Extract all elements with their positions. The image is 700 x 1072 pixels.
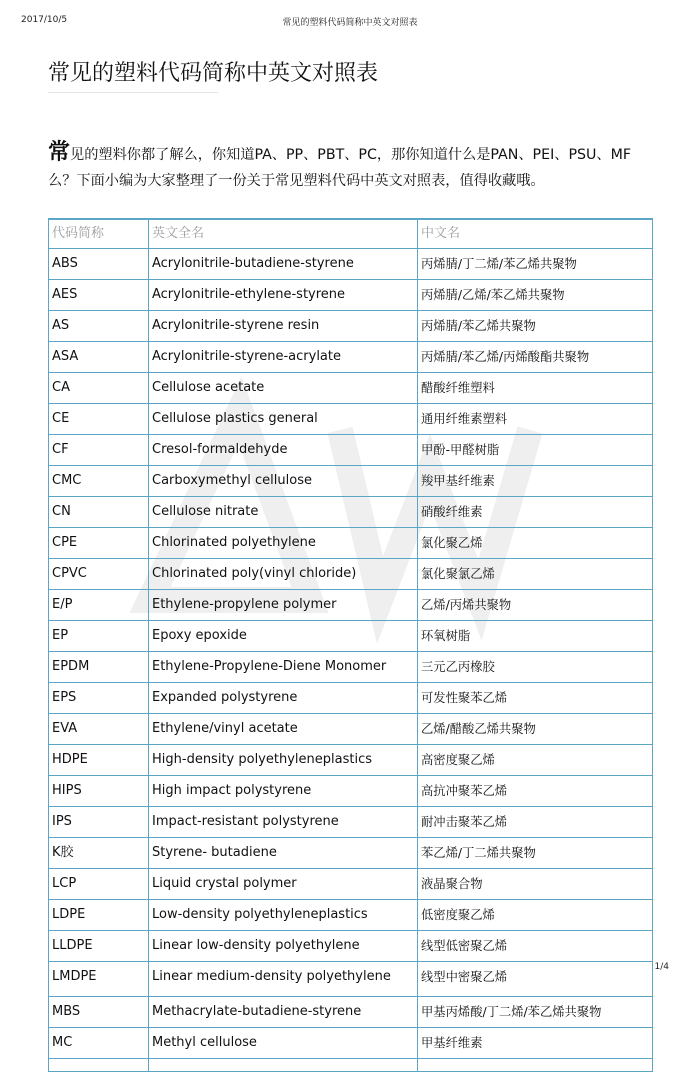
cell-chinese-name: 甲基纤维素	[418, 1028, 653, 1059]
cell-code: EP	[49, 621, 149, 652]
cell-english-name: Methacrylate-butadiene-styrene	[149, 997, 418, 1028]
cell-chinese-name: 耐冲击聚苯乙烯	[418, 807, 653, 838]
title-underline	[48, 92, 218, 93]
cell-english-name: Cellulose plastics general	[149, 404, 418, 435]
cell-empty	[49, 1059, 149, 1072]
table-row	[49, 838, 653, 869]
cell-english-name: Acrylonitrile-styrene-acrylate	[149, 342, 418, 373]
cell-code: AES	[49, 280, 149, 311]
cell-chinese-name: 氯化聚乙烯	[418, 528, 653, 559]
cell-chinese-name: 可发性聚苯乙烯	[418, 683, 653, 714]
cell-code: K胶	[49, 838, 149, 869]
table-row	[49, 466, 653, 497]
table-row	[49, 807, 653, 838]
cell-chinese-name: 丙烯腈/乙烯/苯乙烯共聚物	[418, 280, 653, 311]
table-row	[49, 435, 653, 466]
cell-code: HDPE	[49, 745, 149, 776]
cell-code: CN	[49, 497, 149, 528]
cell-code: EPDM	[49, 652, 149, 683]
cell-english-name: Ethylene-propylene polymer	[149, 590, 418, 621]
cell-empty	[418, 1059, 653, 1072]
table-row	[49, 1028, 653, 1059]
cell-empty	[149, 1059, 418, 1072]
cell-english-name: Styrene- butadiene	[149, 838, 418, 869]
cell-chinese-name: 线型低密聚乙烯	[418, 931, 653, 962]
cell-code: CPE	[49, 528, 149, 559]
cell-code: CA	[49, 373, 149, 404]
cell-code: ASA	[49, 342, 149, 373]
cell-chinese-name: 线型中密聚乙烯	[418, 962, 653, 997]
table-row-continued	[49, 1059, 653, 1072]
plastic-codes-table	[48, 218, 653, 1072]
intro-paragraph	[48, 140, 658, 194]
table-row	[49, 652, 653, 683]
table-header-row	[49, 219, 653, 249]
cell-chinese-name: 丙烯腈/丁二烯/苯乙烯共聚物	[418, 249, 653, 280]
page-number: 1/4	[654, 962, 669, 972]
cell-code: CE	[49, 404, 149, 435]
table-row	[49, 559, 653, 590]
table-row	[49, 776, 653, 807]
table-row	[49, 900, 653, 931]
cell-english-name: Low-density polyethyleneplastics	[149, 900, 418, 931]
cell-code: AS	[49, 311, 149, 342]
cell-english-name: High-density polyethyleneplastics	[149, 745, 418, 776]
table-row	[49, 590, 653, 621]
cell-code: LMDPE	[49, 962, 149, 997]
page-title: 常见的塑料代码简称中英文对照表	[48, 61, 379, 86]
table-row	[49, 311, 653, 342]
cell-chinese-name: 低密度聚乙烯	[418, 900, 653, 931]
cell-chinese-name: 甲酚-甲醛树脂	[418, 435, 653, 466]
cell-english-name: Liquid crystal polymer	[149, 869, 418, 900]
cell-chinese-name: 羧甲基纤维素	[418, 466, 653, 497]
table-row	[49, 714, 653, 745]
table-row	[49, 962, 653, 997]
cell-english-name: Epoxy epoxide	[149, 621, 418, 652]
cell-english-name: Acrylonitrile-ethylene-styrene	[149, 280, 418, 311]
intro-dropcap: 常	[48, 140, 71, 165]
cell-english-name: Cresol-formaldehyde	[149, 435, 418, 466]
cell-chinese-name: 环氧树脂	[418, 621, 653, 652]
cell-code: LDPE	[49, 900, 149, 931]
cell-code: LCP	[49, 869, 149, 900]
cell-english-name: Linear medium-density polyethylene	[149, 962, 418, 997]
table-row	[49, 528, 653, 559]
cell-code: MC	[49, 1028, 149, 1059]
cell-code: HIPS	[49, 776, 149, 807]
cell-chinese-name: 乙烯/丙烯共聚物	[418, 590, 653, 621]
table-row	[49, 997, 653, 1028]
table-row	[49, 249, 653, 280]
cell-code: MBS	[49, 997, 149, 1028]
cell-code: IPS	[49, 807, 149, 838]
cell-english-name: Ethylene/vinyl acetate	[149, 714, 418, 745]
cell-english-name: Methyl cellulose	[149, 1028, 418, 1059]
cell-chinese-name: 氯化聚氯乙烯	[418, 559, 653, 590]
cell-chinese-name: 三元乙丙橡胶	[418, 652, 653, 683]
cell-english-name: High impact polystyrene	[149, 776, 418, 807]
table-row	[49, 931, 653, 962]
cell-code: CPVC	[49, 559, 149, 590]
cell-chinese-name: 丙烯腈/苯乙烯/丙烯酸酯共聚物	[418, 342, 653, 373]
cell-chinese-name: 通用纤维素塑料	[418, 404, 653, 435]
cell-code: EVA	[49, 714, 149, 745]
cell-code: CMC	[49, 466, 149, 497]
cell-english-name: Acrylonitrile-styrene resin	[149, 311, 418, 342]
table-row	[49, 280, 653, 311]
table-row	[49, 342, 653, 373]
cell-chinese-name: 高密度聚乙烯	[418, 745, 653, 776]
cell-chinese-name: 乙烯/醋酸乙烯共聚物	[418, 714, 653, 745]
cell-chinese-name: 苯乙烯/丁二烯共聚物	[418, 838, 653, 869]
cell-chinese-name: 醋酸纤维塑料	[418, 373, 653, 404]
cell-chinese-name: 丙烯腈/苯乙烯共聚物	[418, 311, 653, 342]
table-row	[49, 497, 653, 528]
cell-english-name: Linear low-density polyethylene	[149, 931, 418, 962]
table-row	[49, 621, 653, 652]
print-date: 2017/10/5	[21, 15, 68, 25]
col-header-chinese: 中文名	[418, 219, 653, 249]
cell-english-name: Carboxymethyl cellulose	[149, 466, 418, 497]
cell-code: ABS	[49, 249, 149, 280]
col-header-english: 英文全名	[149, 219, 418, 249]
table-row	[49, 404, 653, 435]
cell-english-name: Cellulose nitrate	[149, 497, 418, 528]
table-row	[49, 869, 653, 900]
cell-english-name: Expanded polystyrene	[149, 683, 418, 714]
cell-chinese-name: 高抗冲聚苯乙烯	[418, 776, 653, 807]
cell-chinese-name: 甲基丙烯酸/丁二烯/苯乙烯共聚物	[418, 997, 653, 1028]
cell-code: E/P	[49, 590, 149, 621]
cell-code: LLDPE	[49, 931, 149, 962]
col-header-code: 代码简称	[49, 219, 149, 249]
cell-code: CF	[49, 435, 149, 466]
cell-chinese-name: 液晶聚合物	[418, 869, 653, 900]
cell-english-name: Chlorinated polyethylene	[149, 528, 418, 559]
cell-english-name: Chlorinated poly(vinyl chloride)	[149, 559, 418, 590]
intro-text: 见的塑料你都了解么，你知道PA、PP、PBT、PC，那你知道什么是PAN、PEI、PSU、MF么？下面小编为大家整理了一份关于常见塑料代码中英文对照表，值得收藏哦。	[48, 147, 631, 189]
cell-chinese-name: 硝酸纤维素	[418, 497, 653, 528]
cell-english-name: Acrylonitrile-butadiene-styrene	[149, 249, 418, 280]
cell-english-name: Ethylene-Propylene-Diene Monomer	[149, 652, 418, 683]
table-row	[49, 683, 653, 714]
cell-english-name: Impact-resistant polystyrene	[149, 807, 418, 838]
cell-code: EPS	[49, 683, 149, 714]
table-row	[49, 745, 653, 776]
print-header-title: 常见的塑料代码简称中英文对照表	[282, 18, 418, 28]
cell-english-name: Cellulose acetate	[149, 373, 418, 404]
table-row	[49, 373, 653, 404]
